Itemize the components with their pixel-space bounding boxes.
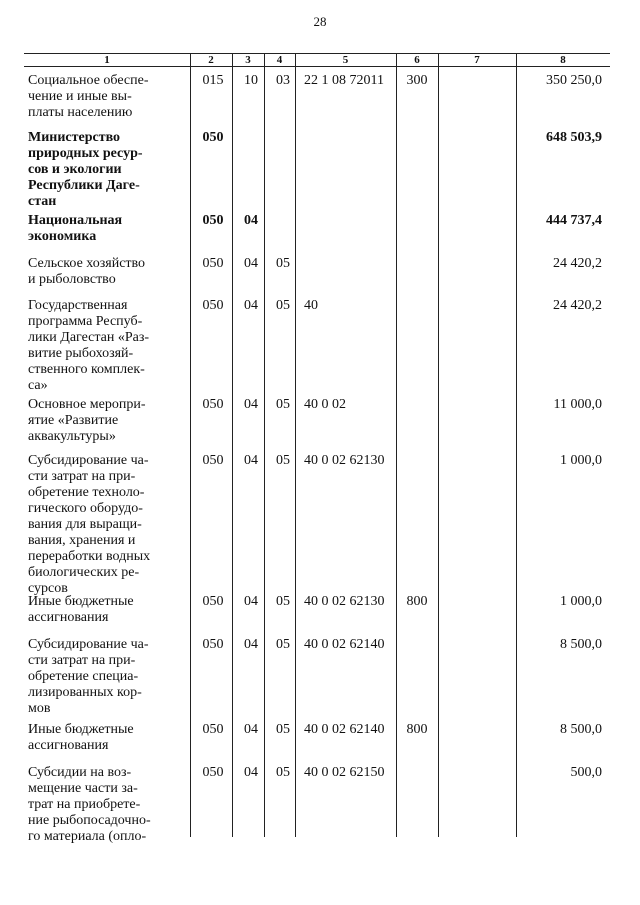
row-label: Основное меропри- ятие «Развитие аквакультуры» bbox=[28, 397, 146, 444]
cell-c4: 05 bbox=[276, 637, 290, 652]
cell-c4: 05 bbox=[276, 722, 290, 737]
column-divider bbox=[264, 53, 265, 837]
cell-c4: 05 bbox=[276, 397, 290, 412]
cell-c8: 500,0 bbox=[570, 765, 602, 780]
row-label: Субсидирование ча- сти затрат на при- обретение специа- лизированных кор- мов bbox=[28, 637, 149, 716]
column-header: 3 bbox=[245, 54, 251, 66]
row-label: Сельское хозяйство и рыболовство bbox=[28, 256, 146, 287]
cell-c5: 40 0 02 62140 bbox=[304, 722, 385, 737]
row-label: Социальное обеспе- чение и иные вы- платы населению bbox=[28, 73, 149, 120]
row-label: Министерство природных ресур- сов и экологии Республики Даге- стан bbox=[28, 130, 143, 209]
cell-c5: 40 0 02 62150 bbox=[304, 765, 385, 780]
cell-c5: 40 0 02 62130 bbox=[304, 594, 385, 609]
cell-c5: 40 0 02 62130 bbox=[304, 453, 385, 468]
cell-c3: 10 bbox=[244, 73, 258, 88]
row-label: Национальная экономика bbox=[28, 213, 123, 244]
column-header: 6 bbox=[414, 54, 420, 66]
cell-c3: 04 bbox=[244, 453, 258, 468]
column-header: 4 bbox=[276, 54, 283, 66]
cell-c2: 050 bbox=[202, 397, 224, 412]
row-label: Субсидирование ча- сти затрат на при- обретение техноло- гического оборудо- вания для выращи- вания, хранения и переработки водных биологических ре- сурсов bbox=[28, 453, 151, 596]
cell-c2: 050 bbox=[202, 637, 224, 652]
cell-c4: 05 bbox=[276, 765, 290, 780]
cell-c3: 04 bbox=[244, 298, 258, 313]
row-label: Государственная программа Респуб- лики Дагестан «Раз- витие рыбохозяй- ственного комплек- са» bbox=[28, 298, 150, 393]
page-number: 28 bbox=[313, 14, 327, 29]
row-label: Иные бюджетные ассигнования bbox=[28, 594, 134, 625]
cell-c4: 05 bbox=[276, 453, 290, 468]
cell-c2: 050 bbox=[202, 130, 224, 145]
column-header: 8 bbox=[560, 54, 566, 66]
cell-c3: 04 bbox=[244, 722, 258, 737]
column-divider bbox=[438, 53, 439, 837]
cell-c5: 22 1 08 72011 bbox=[304, 73, 384, 88]
cell-c8: 11 000,0 bbox=[553, 397, 602, 412]
column-divider bbox=[295, 53, 296, 837]
cell-c8: 24 420,2 bbox=[553, 256, 602, 271]
header-bottom-border bbox=[24, 66, 610, 67]
column-divider bbox=[516, 53, 517, 837]
cell-c6: 800 bbox=[406, 722, 428, 737]
cell-c8: 444 737,4 bbox=[546, 213, 602, 228]
column-divider bbox=[190, 53, 191, 837]
cell-c4: 03 bbox=[276, 73, 290, 88]
column-header: 7 bbox=[474, 54, 480, 66]
column-header: 1 bbox=[104, 54, 110, 66]
cell-c4: 05 bbox=[276, 298, 290, 313]
cell-c4: 05 bbox=[276, 256, 290, 271]
cell-c2: 050 bbox=[202, 722, 224, 737]
cell-c8: 1 000,0 bbox=[560, 453, 602, 468]
cell-c8: 8 500,0 bbox=[560, 722, 602, 737]
row-label: Иные бюджетные ассигнования bbox=[28, 722, 134, 753]
cell-c5: 40 0 02 bbox=[304, 397, 346, 412]
cell-c2: 050 bbox=[202, 594, 224, 609]
cell-c6: 300 bbox=[406, 73, 428, 88]
cell-c8: 24 420,2 bbox=[553, 298, 602, 313]
cell-c2: 050 bbox=[202, 765, 224, 780]
column-divider bbox=[232, 53, 233, 837]
column-header: 2 bbox=[208, 54, 214, 66]
cell-c5: 40 bbox=[304, 298, 318, 313]
cell-c6: 800 bbox=[406, 594, 428, 609]
cell-c8: 350 250,0 bbox=[546, 73, 602, 88]
cell-c4: 05 bbox=[276, 594, 290, 609]
cell-c8: 1 000,0 bbox=[560, 594, 602, 609]
column-divider bbox=[396, 53, 397, 837]
cell-c3: 04 bbox=[244, 765, 258, 780]
cell-c3: 04 bbox=[244, 213, 258, 228]
cell-c2: 015 bbox=[202, 73, 224, 88]
cell-c2: 050 bbox=[202, 298, 224, 313]
cell-c2: 050 bbox=[202, 453, 224, 468]
budget-table bbox=[24, 53, 610, 844]
cell-c5: 40 0 02 62140 bbox=[304, 637, 385, 652]
cell-c2: 050 bbox=[202, 256, 224, 271]
cell-c2: 050 bbox=[202, 213, 224, 228]
cell-c3: 04 bbox=[244, 637, 258, 652]
column-header: 5 bbox=[342, 54, 349, 66]
cell-c3: 04 bbox=[244, 594, 258, 609]
cell-c3: 04 bbox=[244, 397, 258, 412]
row-label: Субсидии на воз- мещение части за- трат на приобрете- ние рыбопосадочно- го материала (опло- bbox=[28, 765, 151, 844]
cell-c8: 8 500,0 bbox=[560, 637, 602, 652]
cell-c3: 04 bbox=[244, 256, 258, 271]
cell-c8: 648 503,9 bbox=[546, 130, 602, 145]
